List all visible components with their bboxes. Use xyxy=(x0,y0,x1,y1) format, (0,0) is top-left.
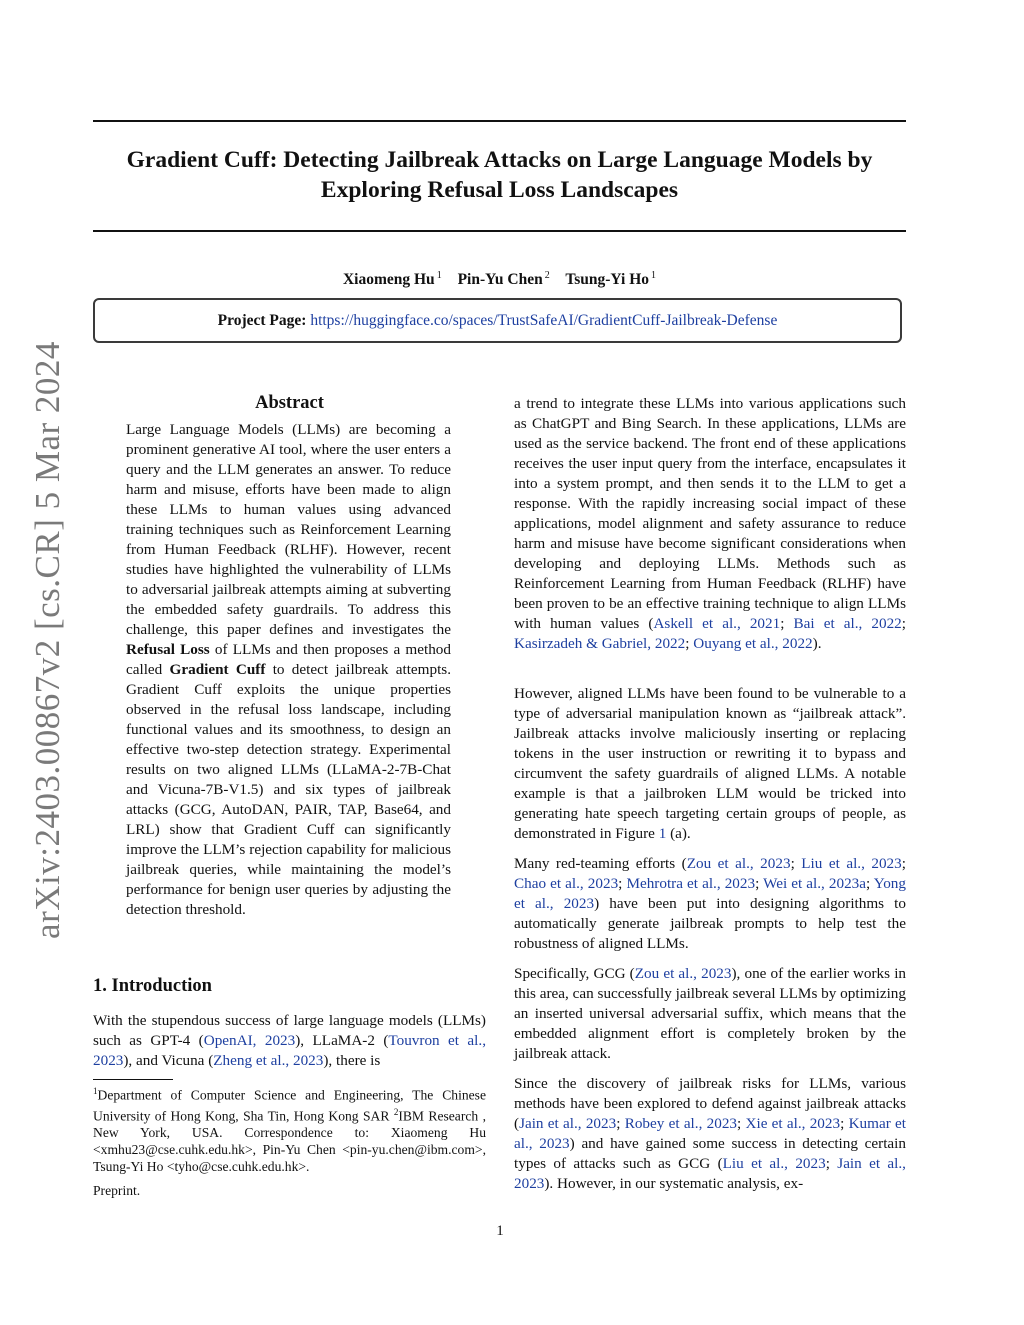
intro-paragraph: With the stupendous success of large language models (LLMs) such as GPT-4 (OpenAI, 2023), LLaMA-2 (Touvron et al., 2023), and Vicuna (Zheng et al., 2023), there is xyxy=(93,1012,486,1069)
paper-title xyxy=(93,145,906,205)
footnotes: $^1$Department of Computer Science and Engineering, The Chinese University of Hong Kong, Sha Tin, Hong Kong SAR $^2$IBM Research , New York, USA. Correspondence to: Xiaomeng Hu <xmhu23@cse.cuhk.edu.hk>, Pin-Yu Chen <pin-yu.chen@ibm.com>, Tsung-Yi Ho <tyho@cse.cuhk.edu.hk>. xyxy=(93,1086,486,1175)
author-affiliation: 1 xyxy=(436,270,442,281)
title-rule-bottom xyxy=(93,230,906,232)
citation-link[interactable]: Yong et al., 2023 xyxy=(514,875,906,912)
citation-link[interactable]: Ouyang et al., 2022 xyxy=(693,635,813,652)
citation-link[interactable]: Jain et al., 2023 xyxy=(519,1115,617,1132)
section-heading-introduction: 1. Introduction xyxy=(93,976,212,996)
citation-link[interactable]: Touvron et al., 2023 xyxy=(93,1032,486,1069)
body-paragraph: Many red-teaming efforts (Zou et al., 2023; Liu et al., 2023; Chao et al., 2023; Mehrotra et al., 2023; Wei et al., 2023a; Yong et al., 2023) have been put into designing algorithms to automatically generate jailbreak prompts to help test the robustness of aligned LLMs. xyxy=(514,855,906,952)
author-affiliation: 2 xyxy=(544,270,550,281)
citation-link[interactable]: Kumar et al., 2023 xyxy=(514,1115,906,1152)
citation-link[interactable]: Liu et al., 2023 xyxy=(801,855,902,872)
author-name: Xiaomeng Hu xyxy=(342,271,435,289)
citation-link[interactable]: Zou et al., 2023 xyxy=(634,965,732,982)
citation-link[interactable]: Robey et al., 2023 xyxy=(624,1115,738,1132)
title-rule-top xyxy=(93,120,906,122)
citation-link[interactable]: OpenAI, 2023 xyxy=(203,1032,296,1049)
citation-link[interactable]: Jain et al., 2023 xyxy=(514,1155,906,1192)
footnote-rule xyxy=(93,1079,173,1080)
preprint-note: Preprint. xyxy=(93,1183,141,1198)
citation-link[interactable]: Zou et al., 2023 xyxy=(686,855,791,872)
citation-link[interactable]: Wei et al., 2023a xyxy=(763,875,867,892)
author-affiliation: 1 xyxy=(651,270,657,281)
citation-link[interactable]: Liu et al., 2023 xyxy=(722,1155,826,1172)
title-line-2: Exploring Refusal Loss Landscapes xyxy=(320,177,679,203)
page-number: 1 xyxy=(496,1223,504,1239)
project-page-box xyxy=(93,298,902,343)
author-list xyxy=(93,266,906,290)
body-paragraph: Since the discovery of jailbreak risks for LLMs, various methods have been explored to defend against jailbreak attacks (Jain et al., 2023; Robey et al., 2023; Xie et al., 2023; Kumar et al., 2023) and have gained some success in detecting certain types of attacks such as GCG (Liu et al., 2023; Jain et al., 2023). However, in our systematic analysis, ex- xyxy=(514,1075,906,1192)
citation-link[interactable]: Bai et al., 2022 xyxy=(793,615,902,632)
citation-link[interactable]: Zheng et al., 2023 xyxy=(213,1052,324,1069)
abstract-text: Large Language Models (LLMs) are becoming a prominent generative AI tool, where the user enters a query and the LLM generates an answer. To reduce harm and misuse, efforts have been made to align these LLMs to human values using advanced training techniques such as Reinforcement Learning from Human Feedback (RLHF). However, recent studies have highlighted the vulnerability of LLMs to adversarial jailbreak attempts aiming at subverting the embedded safety guardrails. To address this challenge, this paper defines and investigates the Refusal Loss of LLMs and then proposes a method called Gradient Cuff to detect jailbreak attempts. Gradient Cuff exploits the unique properties observed in the refusal loss landscape, including functional values and its smoothness, to design an effective two-step detection strategy. Experimental results on two aligned LLMs (LLaMA-2-7B-Chat and Vicuna-7B-V1.5) and six types of jailbreak attacks (GCG, AutoDAN, PAIR, TAP, Base64, and LRL) show that Gradient Cuff can significantly improve the LLM’s rejection capability for malicious jailbreak queries, while maintaining the model’s performance for benign user queries by adjusting the detection threshold. xyxy=(126,421,451,918)
citation-link[interactable]: Mehrotra et al., 2023 xyxy=(626,875,756,892)
arxiv-identifier: arXiv:2403.00867v2 [cs.CR] 5 Mar 2024 xyxy=(28,341,67,939)
title-line-1: Gradient Cuff: Detecting Jailbreak Attacks on Large Language Models by xyxy=(126,147,873,173)
citation-link[interactable]: Chao et al., 2023 xyxy=(514,875,619,892)
body-paragraph: a trend to integrate these LLMs into various applications such as ChatGPT and Bing Search. In these applications, LLMs are used as the service backend. The front end of these applications receives the user input query from the interface, encapsulates it into a system prompt, and then sends it to the LLM to get a response. With the rapidly increasing social impact of these applications, model alignment and safety assurance to reduce harm and misuse have become significant considerations when developing and deploying LLMs. Methods such as Reinforcement Learning from Human Feedback (RLHF) have been proven to be an effective training technique to align LLMs with human values (Askell et al., 2021; Bai et al., 2022; Kasirzadeh & Gabriel, 2022; Ouyang et al., 2022). xyxy=(514,395,906,652)
project-page-link[interactable]: https://huggingface.co/spaces/TrustSafeAI/GradientCuff-Jailbreak-Defense xyxy=(310,312,778,329)
citation-link[interactable]: Askell et al., 2021 xyxy=(653,615,781,632)
body-paragraph: However, aligned LLMs have been found to be vulnerable to a type of adversarial manipulation known as “jailbreak attack”. Jailbreak attacks involve maliciously inserting or replacing tokens in the user instruction or rewriting it to bypass and circumvent the safety guardrails of aligned LLMs. A notable example is that a jailbroken LLM would be tricked into generating hate speech targeting certain groups of people, as demonstrated in Figure 1 (a). xyxy=(514,685,906,842)
citation-link[interactable]: Kasirzadeh & Gabriel, 2022 xyxy=(514,635,686,652)
citation-link[interactable]: Xie et al., 2023 xyxy=(745,1115,841,1132)
figure-link[interactable]: 1 xyxy=(658,825,667,842)
author-name: Tsung-Yi Ho xyxy=(565,271,650,289)
body-paragraph: Specifically, GCG (Zou et al., 2023), one of the earlier works in this area, can successfully jailbreak several LLMs by optimizing an inserted universal adversarial suffix, which means that the embedded alignment effort is completely broken by the jailbreak attack. xyxy=(514,965,907,1062)
author-name: Pin-Yu Chen xyxy=(457,271,543,289)
abstract-heading: Abstract xyxy=(255,393,324,413)
project-page-label: Project Page: xyxy=(217,312,307,329)
